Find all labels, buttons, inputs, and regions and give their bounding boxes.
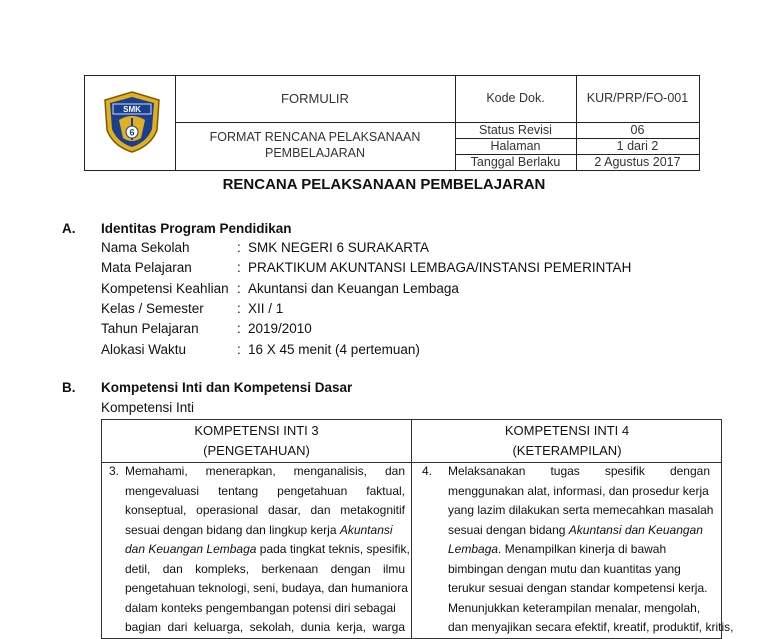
- ki4-header: [412, 421, 722, 461]
- form-title-line2: PEMBELAJARAN: [264, 146, 366, 160]
- form-label: FORMULIR: [281, 91, 349, 106]
- ki3-line: dalam konteks pengembangan potensi diri sebagai: [125, 600, 396, 615]
- ki3-title: KOMPETENSI INTI 3: [194, 423, 319, 438]
- ki3-subtitle: (PENGETAHUAN): [203, 443, 310, 458]
- identity-colon: :: [237, 342, 241, 357]
- kompetensi-inti-subheading: Kompetensi Inti: [101, 400, 195, 415]
- identity-value: 16 X 45 menit (4 pertemuan): [248, 342, 420, 357]
- ki3-line: mengevaluasi tentang pengetahuan faktual,: [125, 483, 405, 498]
- identity-value: Akuntansi dan Keuangan Lembaga: [248, 281, 459, 296]
- ki3-header: [102, 421, 411, 461]
- ki4-subtitle: (KETERAMPILAN): [512, 443, 622, 458]
- kode-dok-value: KUR/PRP/FO-001: [586, 91, 689, 105]
- identity-colon: :: [237, 281, 241, 296]
- ki3-line-rest: pada tingkat teknis, spesifik,: [256, 542, 410, 556]
- section-a-letter: A.: [62, 221, 76, 236]
- form-title: [175, 129, 455, 161]
- identity-label: Kelas / Semester: [101, 301, 204, 316]
- halaman-label: Halaman: [490, 139, 541, 153]
- ki4-line-italic: Lembaga: [448, 542, 499, 556]
- form-header-table: [84, 75, 700, 171]
- logo-number: 6: [129, 127, 135, 138]
- ki4-line-rest: . Menampilkan kinerja di bawah: [498, 542, 667, 556]
- ki4-title: KOMPETENSI INTI 4: [504, 423, 630, 438]
- ki4-italic: Akuntansi dan Keuangan: [568, 522, 703, 537]
- identity-value: SMK NEGERI 6 SURAKARTA: [248, 240, 430, 255]
- identity-value: PRAKTIKUM AKUNTANSI LEMBAGA/INSTANSI PEMERINTAH: [248, 260, 632, 275]
- kompetensi-inti-table: [101, 419, 734, 639]
- tanggal-berlaku-value: 2 Agustus 2017: [594, 155, 681, 169]
- identity-colon: :: [237, 240, 241, 255]
- identity-value: 2019/2010: [248, 321, 312, 336]
- identity-colon: :: [237, 260, 241, 275]
- ki4-text: [448, 462, 734, 638]
- ki4-number: 4.: [422, 464, 433, 478]
- document-title: RENCANA PELAKSANAAN PEMBELAJARAN: [222, 176, 546, 193]
- ki3-line: bagian dari keluarga, sekolah, dunia kerja, warga: [125, 620, 405, 634]
- ki3-line: sesuai dengan bidang dan lingkup kerja: [125, 522, 340, 537]
- ki3-number: 3.: [109, 464, 120, 478]
- ki4-line: dan menyajikan secara efektif, kreatif, produktif, kritis,: [448, 620, 734, 634]
- ki3-italic: Akuntansi: [339, 522, 393, 537]
- status-revisi-label: Status Revisi: [479, 123, 552, 137]
- tanggal-berlaku-label: Tanggal Berlaku: [470, 155, 561, 169]
- form-title-line1: FORMAT RENCANA PELAKSANAAN: [209, 130, 421, 144]
- section-b-heading: Kompetensi Inti dan Kompetensi Dasar: [101, 380, 353, 395]
- identity-colon: :: [237, 321, 241, 336]
- identity-label: Nama Sekolah: [101, 240, 190, 255]
- ki3-line-italic: dan Keuangan Lembaga: [125, 542, 257, 556]
- halaman-value: 1 dari 2: [616, 139, 659, 153]
- ki4-line: menggunakan alat, informasi, dan prosedur kerja: [448, 483, 709, 498]
- section-a-heading: Identitas Program Pendidikan: [101, 221, 292, 236]
- identity-value: XII / 1: [248, 301, 284, 316]
- ki3-line: Memahami, menerapkan, menganalisis, dan: [125, 464, 405, 478]
- ki4-line: terukur sesuai dengan standar kompetensi kerja.: [448, 581, 708, 595]
- ki4-line: yang lazim dilakukan serta memecahkan masalah: [448, 503, 714, 517]
- identity-label: Mata Pelajaran: [101, 260, 192, 275]
- section-b-letter: B.: [62, 380, 76, 395]
- identity-label: Tahun Pelajaran: [101, 321, 199, 336]
- ki3-line: pengetahuan teknologi, seni, budaya, dan humaniora: [125, 581, 408, 595]
- ki4-line: Menunjukkan keterampilan menalar, mengolah,: [448, 600, 701, 615]
- logo-text: SMK: [123, 105, 141, 114]
- identity-colon: :: [237, 301, 241, 316]
- identity-label: Alokasi Waktu: [101, 342, 187, 357]
- kode-dok-label: Kode Dok.: [486, 91, 545, 105]
- ki4-line: sesuai dengan bidang: [448, 522, 569, 537]
- ki4-line: bimbingan dengan mutu dan kuantitas yang: [448, 561, 681, 576]
- ki3-line: konseptual, operasional dasar, dan metakognitif: [125, 503, 405, 517]
- ki3-text: [125, 462, 410, 638]
- ki3-line: detil, dan kompleks, berkenaan dengan ilmu: [125, 561, 405, 576]
- status-revisi-value: 06: [630, 123, 645, 137]
- ki4-line: Melaksanakan tugas spesifik dengan: [448, 464, 710, 478]
- identity-label: Kompetensi Keahlian: [101, 281, 229, 296]
- school-logo-icon: [101, 90, 163, 154]
